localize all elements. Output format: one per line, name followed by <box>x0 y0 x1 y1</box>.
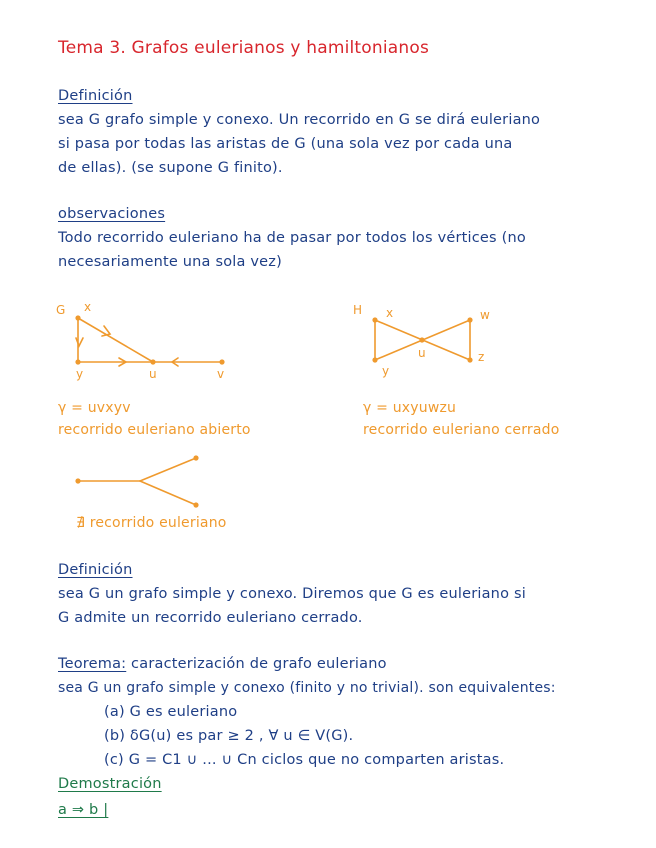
observations-line-1: Todo recorrido euleriano ha de pasar por todos los vértices (no <box>58 230 526 246</box>
graph-g-vertex-v: v <box>217 367 225 381</box>
vertex-w <box>467 317 472 322</box>
vertex-u <box>150 359 155 364</box>
definition-heading: Definición <box>58 88 133 104</box>
definition2-line-2: G admite un recorrido euleriano cerrado. <box>58 610 363 626</box>
graph-g-vertex-u: u <box>149 367 157 381</box>
graph-g-edges <box>76 318 222 366</box>
graph-g-caption: recorrido euleriano abierto <box>58 422 251 438</box>
vertex-u <box>419 337 424 342</box>
graph-g-vertex-x: x <box>84 300 92 314</box>
vertex <box>193 455 198 460</box>
graph-g-vertex-y: y <box>76 367 84 381</box>
vertex-x <box>75 315 80 320</box>
definition2-line-1: sea G un grafo simple y conexo. Diremos que G es euleriano si <box>58 586 526 602</box>
graph-g-path: γ = uvxyv <box>58 400 131 416</box>
page-title: Tema 3. Grafos eulerianos y hamiltonianos <box>58 38 430 58</box>
vertex <box>193 502 198 507</box>
theorem-heading: Teorema: <box>58 656 127 672</box>
theorem-title: caracterización de grafo euleriano <box>126 656 387 672</box>
vertex-x <box>372 317 377 322</box>
theorem-item-b: (b) δG(u) es par ≥ 2 , ∀ u ∈ V(G). <box>104 728 354 744</box>
observations-line-2: necesariamente una sola vez) <box>58 254 282 270</box>
vertex-z <box>467 357 472 362</box>
graph-h-path: γ = uxyuwzu <box>363 400 457 416</box>
observations-heading: observaciones <box>58 206 166 222</box>
graph-h-vertex-x: x <box>386 306 394 320</box>
theorem-item-a: (a) G es euleriano <box>104 704 238 720</box>
definition-line-1: sea G grafo simple y conexo. Un recorrido en G se dirá euleriano <box>58 112 541 128</box>
theorem-line-1: sea G un grafo simple y conexo (finito y no trivial). son equivalentes: <box>58 680 556 696</box>
graph-h-name: H <box>353 303 363 317</box>
definition-line-2: si pasa por todas las aristas de G (una sola vez por cada una <box>58 136 513 152</box>
theorem-item-c: (c) G = C1 ∪ ... ∪ Cn ciclos que no comparten aristas. <box>104 752 505 768</box>
graph-h-caption: recorrido euleriano cerrado <box>363 422 560 438</box>
definition-line-3: de ellas). (se supone G finito). <box>58 160 283 176</box>
graph-star-edges <box>78 458 196 505</box>
graph-g-name: G <box>56 303 66 317</box>
vertex <box>75 478 80 483</box>
definition2-heading: Definición <box>58 562 133 578</box>
vertex-v <box>219 359 224 364</box>
graph-h-vertex-z: z <box>478 350 485 364</box>
proof-step-text: a ⇒ b <box>58 802 99 818</box>
vertex-y <box>75 359 80 364</box>
vertex-y <box>372 357 377 362</box>
graph-h-vertex-w: w <box>480 308 490 322</box>
proof-step: a ⇒ b | <box>58 802 109 818</box>
graph-h-vertex-y: y <box>382 364 390 378</box>
graph-h-vertex-u: u <box>418 346 426 360</box>
graph-star-caption: ∄ recorrido euleriano <box>76 515 227 531</box>
theorem-heading-line <box>58 656 387 672</box>
proof-heading: Demostración <box>58 776 162 792</box>
